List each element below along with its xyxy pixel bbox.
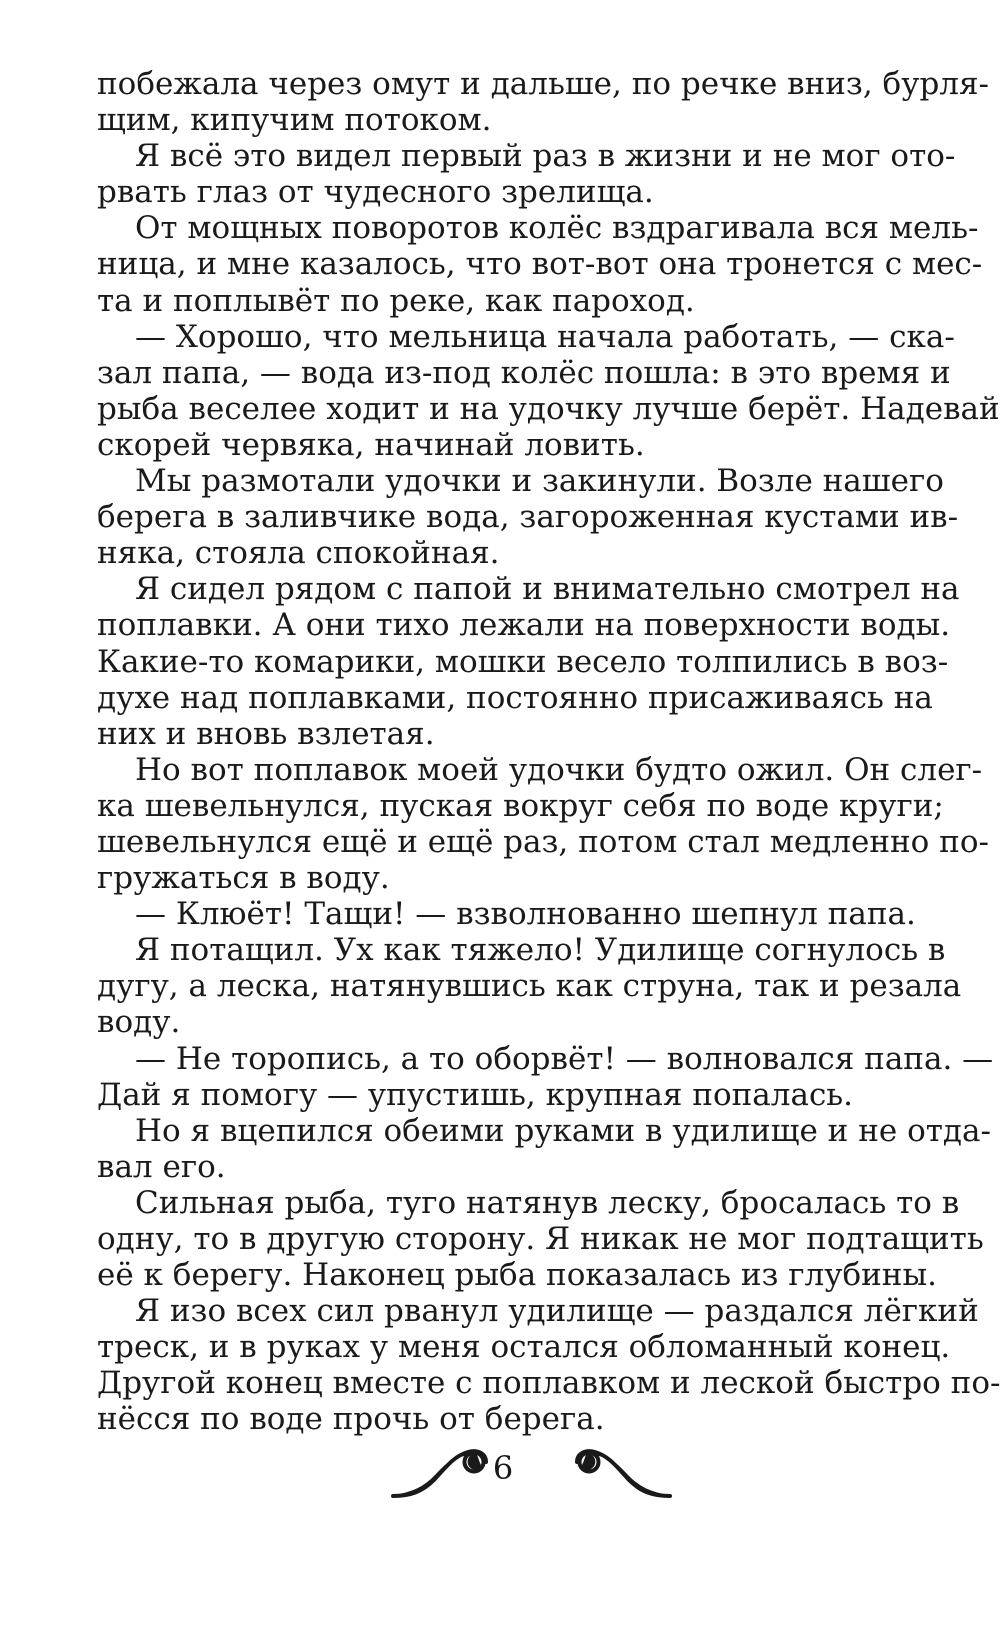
text-line: Я сидел рядом с папой и внимательно смотрел на xyxy=(135,571,960,608)
text-line: побежала через омут и дальше, по речке вниз, бурля- xyxy=(97,66,990,102)
paragraph xyxy=(97,896,916,933)
text-line: Дай я помогу — упустишь, крупная попалась. xyxy=(97,1076,854,1113)
text-line: скорей червяка, начинай ловить. xyxy=(97,426,645,463)
text-flow xyxy=(97,66,1000,1438)
text-line: — Клюёт! Тащи! — взволнованно шепнул папа. xyxy=(135,896,916,933)
text-line: нёсся по воде прочь от берега. xyxy=(97,1401,605,1438)
paragraph xyxy=(97,1112,991,1185)
text-line: Но вот поплавок моей удочки будто ожил. Он слег- xyxy=(135,751,983,788)
text-line: няка, стояла спокойная. xyxy=(97,535,500,572)
text-line: рыба веселее ходит и на удочку лучше берёт. Надевай xyxy=(97,390,1000,427)
text-line: дугу, а леска, натянувшись как струна, так и резала xyxy=(97,968,962,1005)
text-line: Но я вцепился обеими руками в удилище и не отда- xyxy=(135,1112,991,1149)
text-line: зал папа, — вода из-под колёс пошла: в это время и xyxy=(97,354,951,391)
paragraph xyxy=(97,1040,994,1113)
text-line: Я всё это видел первый раз в жизни и не мог ото- xyxy=(135,138,956,175)
text-line: — Хорошо, что мельница начала работать, — ска- xyxy=(135,318,955,355)
text-line: Какие-то комарики, мошки весело толпились в воз- xyxy=(97,643,949,680)
text-line: воду. xyxy=(97,1004,181,1041)
text-line: берега в заливчике вода, загороженная кустами ив- xyxy=(97,499,959,536)
paragraph xyxy=(97,138,956,211)
paragraph xyxy=(97,210,983,319)
text-line: От мощных поворотов колёс вздрагивала вся мель- xyxy=(135,210,979,247)
text-line: щим, кипучим потоком. xyxy=(97,102,492,139)
text-line: них и вновь взлетая. xyxy=(97,715,435,752)
paragraph xyxy=(97,66,990,139)
paragraph xyxy=(97,932,962,1041)
text-line: ница, и мне казалось, что вот-вот она тронется с мес- xyxy=(97,246,983,283)
paragraph xyxy=(97,318,1000,463)
text-line: её к берегу. Наконец рыба показалась из глубины. xyxy=(97,1257,937,1294)
text-line: одну, то в другую сторону. Я никак не мог подтащить xyxy=(97,1221,984,1257)
text-line: рвать глаз от чудесного зрелища. xyxy=(97,174,654,211)
paragraph xyxy=(97,1293,1000,1438)
text-line: Другой конец вместе с поплавком и леской быстро по- xyxy=(97,1365,1000,1402)
text-line: гружаться в воду. xyxy=(97,860,390,897)
page-number: 6 xyxy=(492,1449,514,1487)
text-line: поплавки. А они тихо лежали на поверхности воды. xyxy=(97,607,951,644)
text-line: шевельнулся ещё и ещё раз, потом стал медленно по- xyxy=(97,823,989,860)
text-line: треск, и в руках у меня остался обломанный конец. xyxy=(97,1329,951,1366)
text-line: Я изо всех сил рванул удилище — раздался лёгкий xyxy=(135,1293,979,1330)
swirl-ornament-right-icon xyxy=(535,1442,675,1502)
text-line: Сильная рыба, туго натянув леску, бросалась то в xyxy=(135,1184,960,1221)
text-line: Мы размотали удочки и закинули. Возле нашего xyxy=(135,463,944,500)
text-line: ка шевельнулся, пуская вокруг себя по воде круги; xyxy=(97,787,944,824)
paragraph xyxy=(97,463,959,572)
text-line: та и поплывёт по реке, как пароход. xyxy=(97,282,695,319)
paragraph xyxy=(97,571,960,752)
paragraph xyxy=(97,1184,984,1294)
paragraph xyxy=(97,751,989,897)
text-line: вал его. xyxy=(97,1148,226,1185)
page-footer xyxy=(0,1438,1000,1508)
text-line: — Не торопись, а то оборвёт! — волновался папа. — xyxy=(135,1040,994,1077)
text-line: духе над поплавками, постоянно присаживаясь на xyxy=(97,679,933,716)
text-line: Я потащил. Ух как тяжело! Удилище согнулось в xyxy=(135,932,946,969)
page-body xyxy=(97,66,1000,1438)
